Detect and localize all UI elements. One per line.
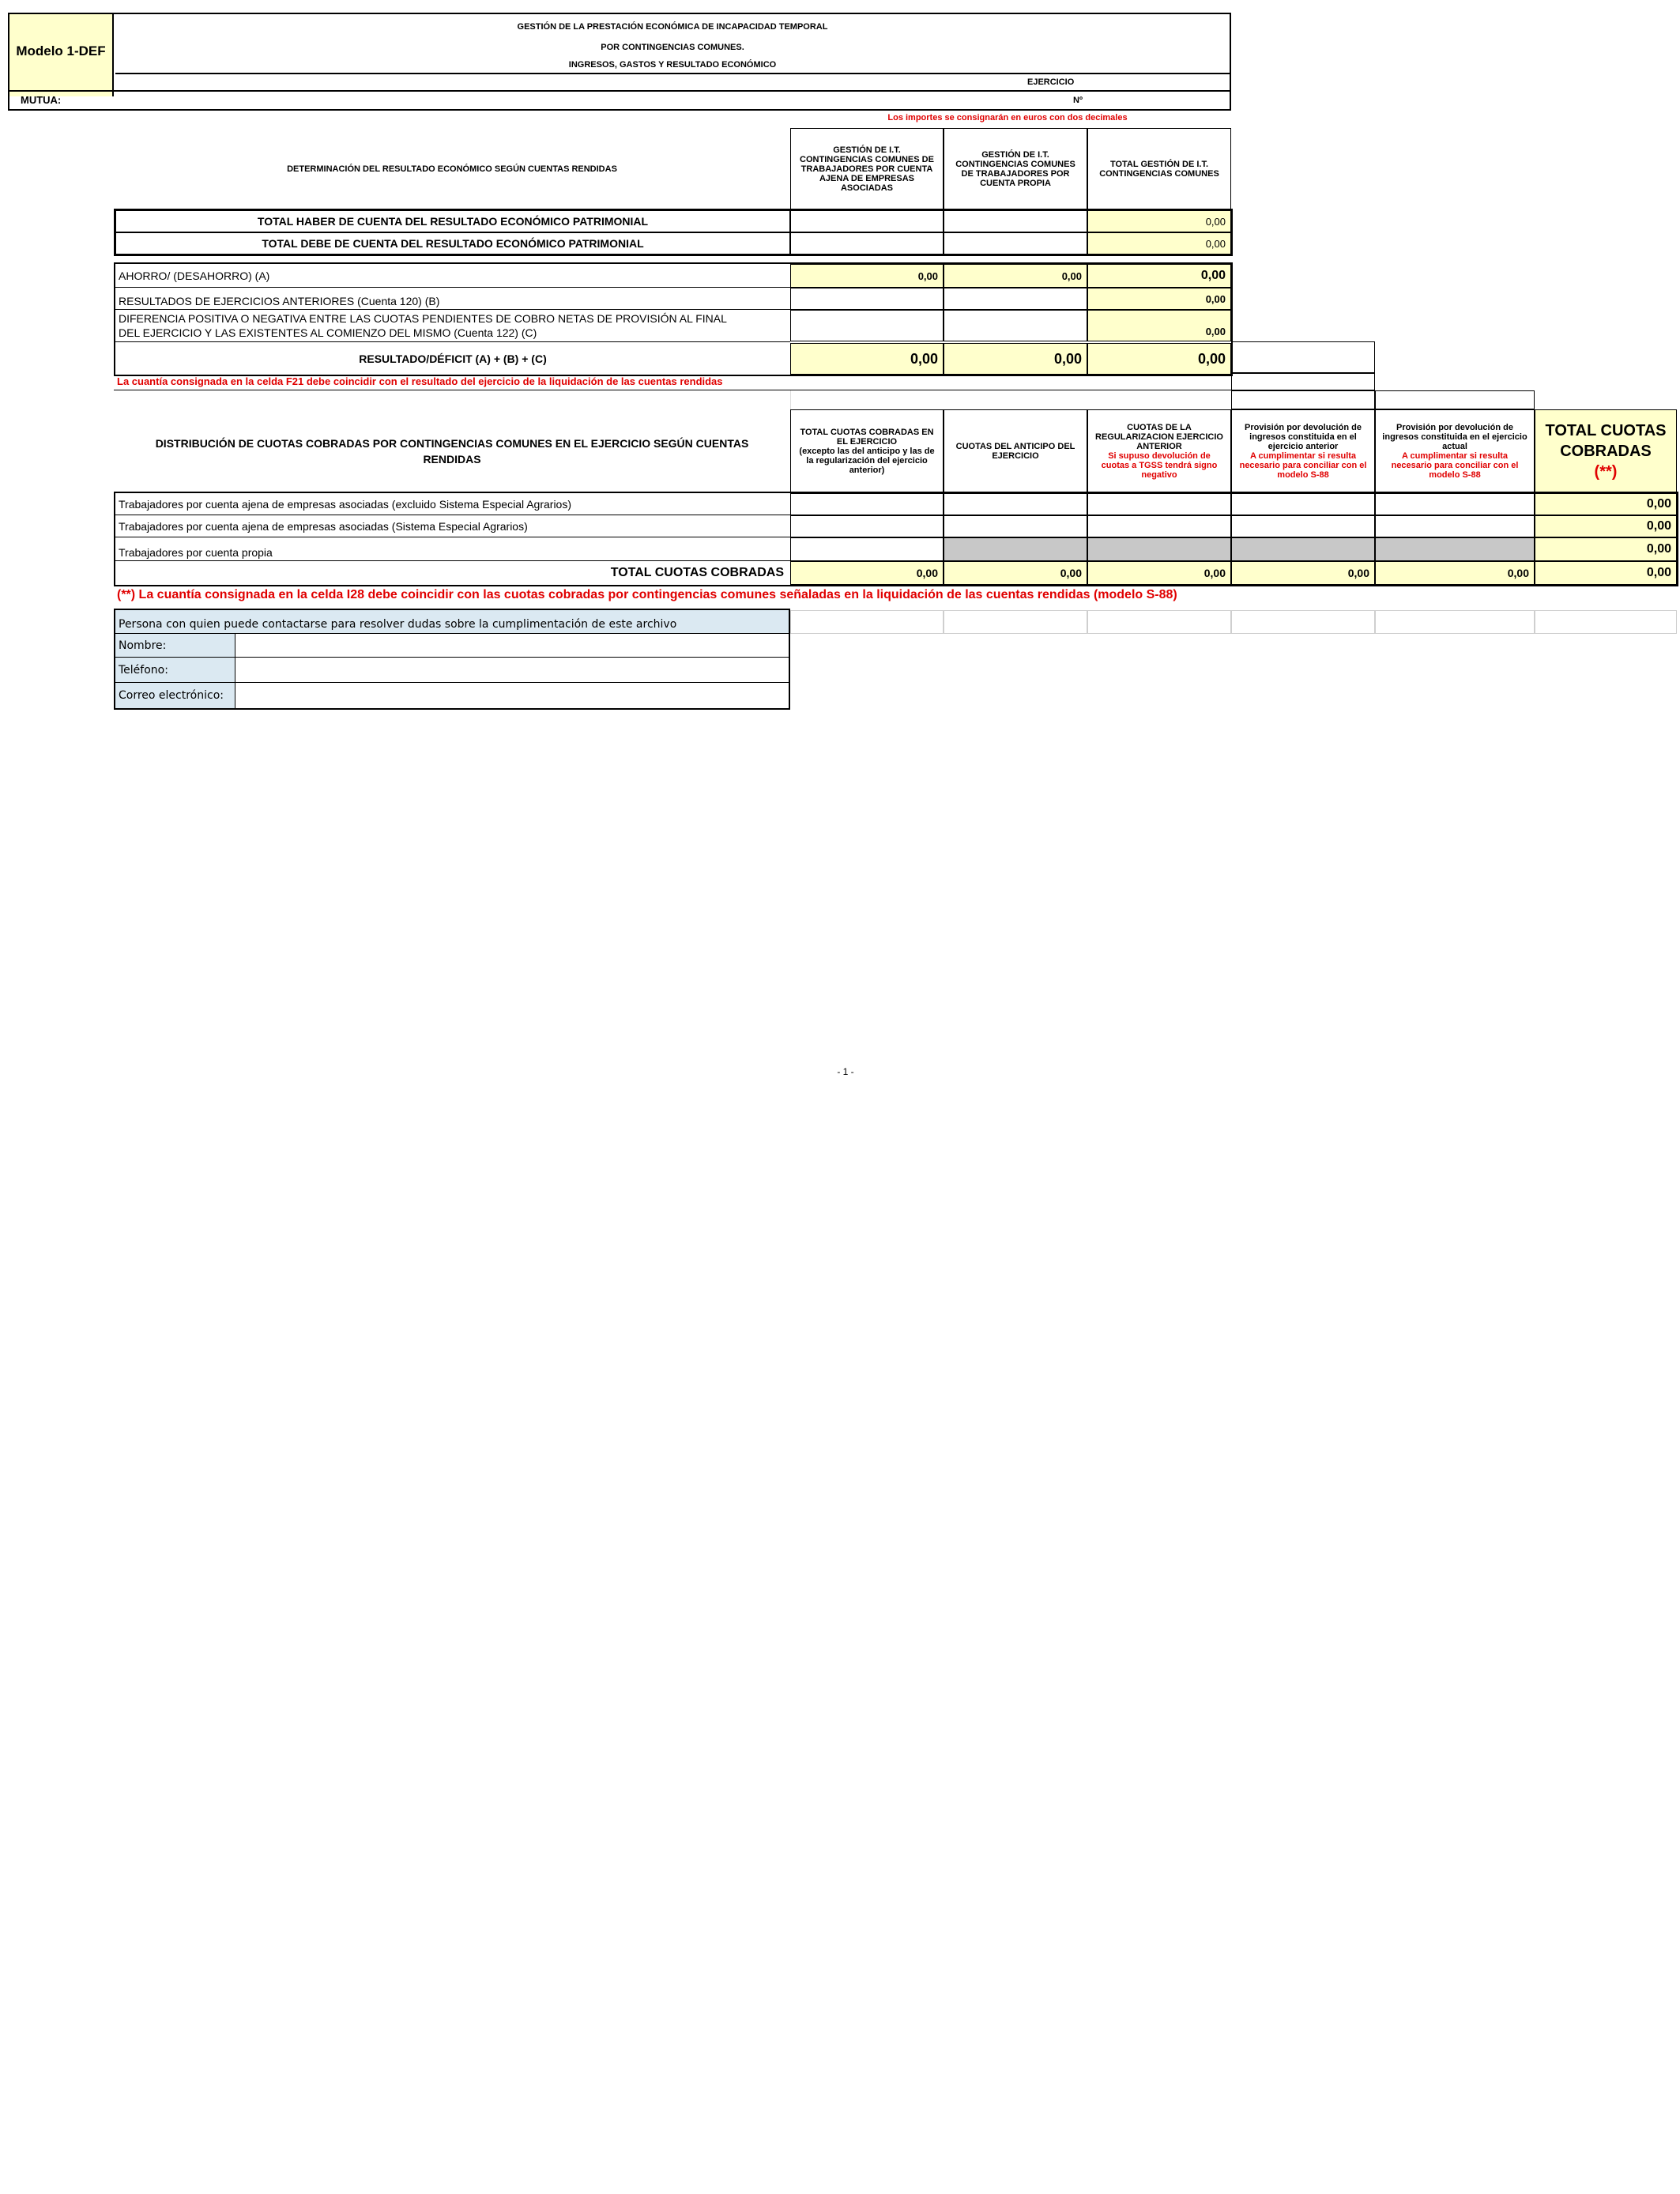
section1-col3-header: TOTAL GESTIÓN DE I.T. CONTINGENCIAS COMUNES <box>1087 128 1231 210</box>
cuotas-row-2-total: 0,00 <box>1535 515 1677 537</box>
cuotas-row-3-total: 0,00 <box>1535 537 1677 561</box>
correo-input[interactable] <box>235 683 789 708</box>
diferencia-c2[interactable] <box>944 310 1087 341</box>
diferencia-c3: 0,00 <box>1087 310 1231 341</box>
cuotas-row-1-c4[interactable] <box>1231 493 1375 515</box>
page-number: - 1 - <box>837 1066 854 1077</box>
importes-note: Los importes se consignarán en euros con dos decimales <box>887 113 1128 123</box>
resultado-c3: 0,00 <box>1087 343 1231 375</box>
total-cuotas-c2: 0,00 <box>944 561 1087 585</box>
ahorro-label: AHORRO/ (DESAHORRO) (A) <box>115 264 790 288</box>
diferencia-label-line2: DEL EJERCICIO Y LAS EXISTENTES AL COMIENZO DEL MISMO (Cuenta 122) (C) <box>119 326 537 339</box>
grid-cell-d <box>1231 610 1375 634</box>
section1-col2-header: GESTIÓN DE I.T. CONTINGENCIAS COMUNES DE TRABAJADORES POR CUENTA PROPIA <box>944 128 1087 210</box>
cuotas-row-1-c5[interactable] <box>1375 493 1535 515</box>
grid-cell-f <box>1535 610 1677 634</box>
section1-title: DETERMINACIÓN DEL RESULTADO ECONÓMICO SEGÚN CUENTAS RENDIDAS <box>287 164 617 174</box>
grid-cell-a <box>790 610 944 634</box>
section2-title: DISTRIBUCIÓN DE CUOTAS COBRADAS POR CONTINGENCIAS COMUNES EN EL EJERCICIO SEGÚN CUENTAS RENDIDAS <box>155 437 749 466</box>
diferencia-divider <box>115 341 790 342</box>
telefono-label: Teléfono: <box>115 658 235 683</box>
section2-col1-line2: (excepto las del anticipo y las de la regularización del ejercicio anterior) <box>799 447 935 475</box>
nombre-input[interactable] <box>235 634 789 658</box>
section2-note: (**) La cuantía consignada en la celda I28 debe coincidir con las cuotas cobradas por contingencias comunes señaladas en la liquidación de las cuentas rendidas (modelo S-88) <box>117 588 1177 601</box>
section2-col3-header <box>1087 409 1231 493</box>
section2-col4-line2: A cumplimentar si resulta necesario para conciliar con el modelo S-88 <box>1239 451 1367 480</box>
total-cuotas-c4: 0,00 <box>1231 561 1375 585</box>
total-debe-c3: 0,00 <box>1087 232 1231 254</box>
nombre-label: Nombre: <box>115 634 235 658</box>
mutua-label: MUTUA: <box>21 94 62 106</box>
total-cuotas-label: TOTAL CUOTAS COBRADAS <box>610 566 784 579</box>
total-haber-label: TOTAL HABER DE CUENTA DEL RESULTADO ECONÓMICO PATRIMONIAL <box>115 210 790 232</box>
total-debe-c2[interactable] <box>944 232 1087 254</box>
diferencia-label-line1: DIFERENCIA POSITIVA O NEGATIVA ENTRE LAS CUOTAS PENDIENTES DE COBRO NETAS DE PROVISIÓN AL FINAL <box>119 312 727 325</box>
mutua-divider <box>8 90 1231 92</box>
cuotas-row-3-c2 <box>944 537 1087 561</box>
grid-cell-b <box>944 610 1087 634</box>
cuotas-row-3-label: Trabajadores por cuenta propia <box>115 537 790 561</box>
total-cuotas-c3: 0,00 <box>1087 561 1231 585</box>
cuotas-row-3-c4 <box>1231 537 1375 561</box>
telefono-input[interactable] <box>235 658 789 683</box>
cuotas-row-1-total: 0,00 <box>1535 493 1677 515</box>
title-line-2: POR CONTINGENCIAS COMUNES. <box>601 43 744 52</box>
grid-cell-c <box>1087 610 1231 634</box>
total-haber-c1[interactable] <box>790 210 944 232</box>
resultado-label: RESULTADO/DÉFICIT (A) + (B) + (C) <box>359 352 547 365</box>
cuotas-row-3-c3 <box>1087 537 1231 561</box>
section2-col3-line2: Si supuso devolución de cuotas a TGSS tendrá signo negativo <box>1101 451 1218 480</box>
spacer-cell-6 <box>1375 390 1535 409</box>
total-cuotas-c6: 0,00 <box>1535 561 1677 585</box>
grid-cell-e <box>1375 610 1535 634</box>
cuotas-row-1-label: Trabajadores por cuenta ajena de empresas asociadas (excluido Sistema Especial Agrarios) <box>115 493 790 515</box>
resultados-anteriores-c2[interactable] <box>944 288 1087 310</box>
title-line-1: GESTIÓN DE LA PRESTACIÓN ECONÓMICA DE INCAPACIDAD TEMPORAL <box>517 22 828 32</box>
section1-note: La cuantía consignada en la celda F21 debe coincidir con el resultado del ejercicio de la liquidación de las cuentas rendidas <box>114 373 1233 390</box>
ejercicio-label: EJERCICIO <box>1027 77 1075 87</box>
cuotas-row-2-c4[interactable] <box>1231 515 1375 537</box>
correo-label: Correo electrónico: <box>115 683 235 708</box>
title-line-3: INGRESOS, GASTOS Y RESULTADO ECONÓMICO <box>568 60 777 70</box>
header-divider <box>115 73 1230 74</box>
resultados-anteriores-c1[interactable] <box>790 288 944 310</box>
section2-col5-line1: Provisión por devolución de ingresos constituida en el ejercicio actual <box>1382 423 1527 451</box>
resultados-anteriores-label: RESULTADOS DE EJERCICIOS ANTERIORES (Cuenta 120) (B) <box>115 288 790 310</box>
cuotas-row-3-c5 <box>1375 537 1535 561</box>
section2-col1-header <box>790 409 944 493</box>
cuotas-row-2-label: Trabajadores por cuenta ajena de empresas asociadas (Sistema Especial Agrarios) <box>115 515 790 537</box>
cuotas-row-2-c5[interactable] <box>1375 515 1535 537</box>
total-haber-c3: 0,00 <box>1087 210 1231 232</box>
numero-label: Nº <box>1073 96 1083 105</box>
diferencia-label <box>119 311 790 341</box>
total-haber-c2[interactable] <box>944 210 1087 232</box>
total-debe-label: TOTAL DEBE DE CUENTA DEL RESULTADO ECONÓMICO PATRIMONIAL <box>115 232 790 254</box>
contact-heading: Persona con quien puede contactarse para resolver dudas sobre la cumplimentación de este archivo <box>115 610 789 634</box>
resultado-extra-cell <box>1231 341 1375 373</box>
diferencia-c1[interactable] <box>790 310 944 341</box>
section2-col5-header <box>1375 409 1535 493</box>
section2-col2-header: CUOTAS DEL ANTICIPO DEL EJERCICIO <box>944 409 1087 493</box>
cuotas-row-2-c3[interactable] <box>1087 515 1231 537</box>
section2-col1-line1: TOTAL CUOTAS COBRADAS EN EL EJERCICIO <box>800 428 934 447</box>
section2-col6-line1: TOTAL CUOTAS COBRADAS <box>1545 422 1667 460</box>
section2-col6-header <box>1535 409 1677 493</box>
note-extra-cell <box>1231 373 1375 390</box>
ahorro-c2: 0,00 <box>944 264 1087 288</box>
cuotas-row-1-c3[interactable] <box>1087 493 1231 515</box>
section2-col3-line1: CUOTAS DE LA REGULARIZACION EJERCICIO ANTERIOR <box>1095 423 1223 451</box>
cuotas-row-2-c1[interactable] <box>790 515 944 537</box>
cuotas-row-1-c1[interactable] <box>790 493 944 515</box>
ahorro-c3: 0,00 <box>1087 264 1231 288</box>
total-debe-c1[interactable] <box>790 232 944 254</box>
modelo-label: Modelo 1-DEF <box>9 14 114 89</box>
cuotas-row-1-c2[interactable] <box>944 493 1087 515</box>
section2-col4-line1: Provisión por devolución de ingresos constituida en el ejercicio anterior <box>1245 423 1362 451</box>
section1-col1-header: GESTIÓN DE I.T. CONTINGENCIAS COMUNES DE TRABAJADORES POR CUENTA AJENA DE EMPRESAS ASOCIADAS <box>790 128 944 210</box>
section2-col4-header <box>1231 409 1375 493</box>
resultado-c2: 0,00 <box>944 343 1087 375</box>
spacer-cell-5 <box>1231 390 1375 409</box>
section2-col6-mark: (**) <box>1594 463 1618 481</box>
ahorro-c1: 0,00 <box>790 264 944 288</box>
total-cuotas-c5: 0,00 <box>1375 561 1535 585</box>
total-cuotas-c1: 0,00 <box>790 561 944 585</box>
resultados-anteriores-c3: 0,00 <box>1087 288 1231 310</box>
cuotas-row-3-c1[interactable] <box>790 537 944 561</box>
resultado-c1: 0,00 <box>790 343 944 375</box>
section2-col5-line2: A cumplimentar si resulta necesario para conciliar con el modelo S-88 <box>1391 451 1519 480</box>
cuotas-row-2-c2[interactable] <box>944 515 1087 537</box>
